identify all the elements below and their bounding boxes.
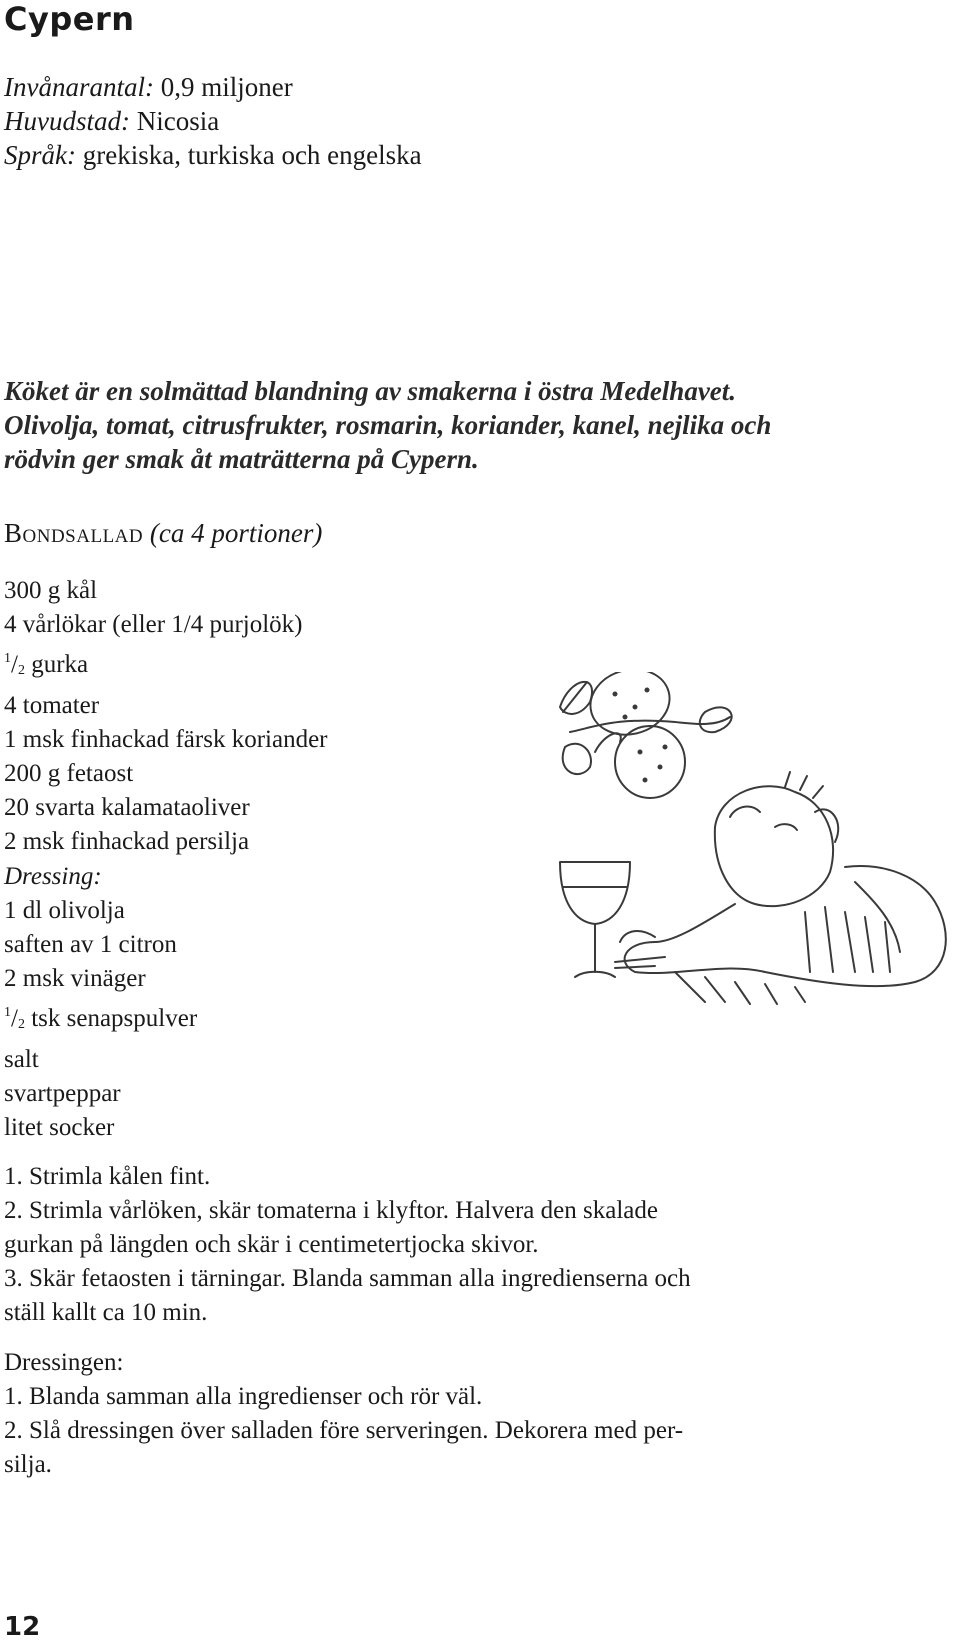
recipe-heading: [4, 518, 322, 549]
intro-line: rödvin ger smak åt maträtterna på Cypern.: [4, 444, 479, 474]
language-line: [4, 138, 422, 172]
fraction-numerator: 1: [4, 1005, 11, 1021]
character-sketch: [615, 772, 946, 1004]
lemon-icon: [615, 726, 685, 798]
capital-value: Nicosia: [129, 106, 220, 136]
ingredient-item: 4 tomater: [4, 691, 100, 719]
instructions: [4, 1160, 934, 1482]
step-line: 1. Strimla kålen fint.: [4, 1163, 211, 1190]
step-line: 3. Skär fetaosten i tärningar. Blanda samman alla ingredienserna och: [4, 1265, 691, 1292]
step-line: 2. Strimla vårlöken, skär tomaterna i klyftor. Halvera den skalade: [4, 1197, 658, 1224]
capital-label: Huvudstad:: [4, 106, 130, 136]
language-label: Språk:: [4, 140, 76, 170]
half-fraction: $^1/_2$: [4, 651, 25, 679]
population-label: Invånarantal:: [4, 72, 154, 102]
fraction-denominator: 2: [17, 1017, 25, 1033]
dressing-step-line: 2. Slå dressingen över salladen före serveringen. Dekorera med per-: [4, 1417, 684, 1444]
ingredient-item: 20 svarta kalamataoliver: [4, 794, 250, 822]
ingredient-list: [4, 574, 564, 1145]
page-title: Cypern: [4, 0, 135, 38]
ingredient-item: [4, 642, 564, 688]
sketch-illustration: [555, 672, 955, 1072]
language-value: grekiska, turkiska och engelska: [75, 140, 422, 170]
dressing-item: litet socker: [4, 1114, 115, 1142]
fraction-numerator: 1: [4, 651, 11, 667]
ingredient-item: 2 msk finhackad persilja: [4, 828, 250, 856]
dressing-text: tsk senapspulver: [31, 1005, 198, 1033]
dressing-item: salt: [4, 1045, 39, 1073]
dressing-item: [4, 996, 564, 1042]
half-fraction: $^1/_2$: [4, 1005, 25, 1033]
dressing-step-line: silja.: [4, 1451, 52, 1478]
dressing-item: svartpeppar: [4, 1079, 121, 1107]
intro-line: Köket är en solmättad blandning av smakerna i östra Medelhavet.: [4, 376, 737, 406]
fraction-denominator: 2: [17, 663, 25, 679]
step-line: gurkan på längden och skär i centimetertjocka skivor.: [4, 1231, 539, 1258]
intro-line: Olivolja, tomat, citrusfrukter, rosmarin, koriander, kanel, nejlika och: [4, 410, 772, 440]
dressing-item: 1 dl olivolja: [4, 896, 125, 924]
ingredient-item: 1 msk finhackad färsk koriander: [4, 725, 328, 753]
dressing-item: saften av 1 citron: [4, 931, 177, 959]
recipe-portions: (ca 4 portioner): [149, 518, 323, 548]
dressing-item: 2 msk vinäger: [4, 965, 146, 993]
step-line: ställ kallt ca 10 min.: [4, 1299, 208, 1326]
population-line: [4, 70, 422, 104]
dressing-steps-heading: Dressingen:: [4, 1349, 124, 1376]
ingredient-item: 200 g fetaost: [4, 760, 134, 788]
dressing-step-line: 1. Blanda samman alla ingredienser och rör väl.: [4, 1383, 483, 1410]
recipe-name: Bondsallad: [4, 518, 144, 548]
intro-paragraph: [4, 374, 944, 476]
ingredient-text: gurka: [31, 651, 89, 679]
page-number: 12: [4, 1612, 41, 1642]
wine-glass-icon: [560, 862, 630, 977]
ingredient-item: 300 g kål: [4, 577, 98, 604]
ingredient-item: 4 vårlökar (eller 1/4 purjolök): [4, 611, 303, 639]
dressing-heading: Dressing:: [4, 862, 102, 890]
population-value: 0,9 miljoner: [153, 72, 293, 102]
capital-line: [4, 104, 422, 138]
country-facts: [4, 70, 422, 172]
